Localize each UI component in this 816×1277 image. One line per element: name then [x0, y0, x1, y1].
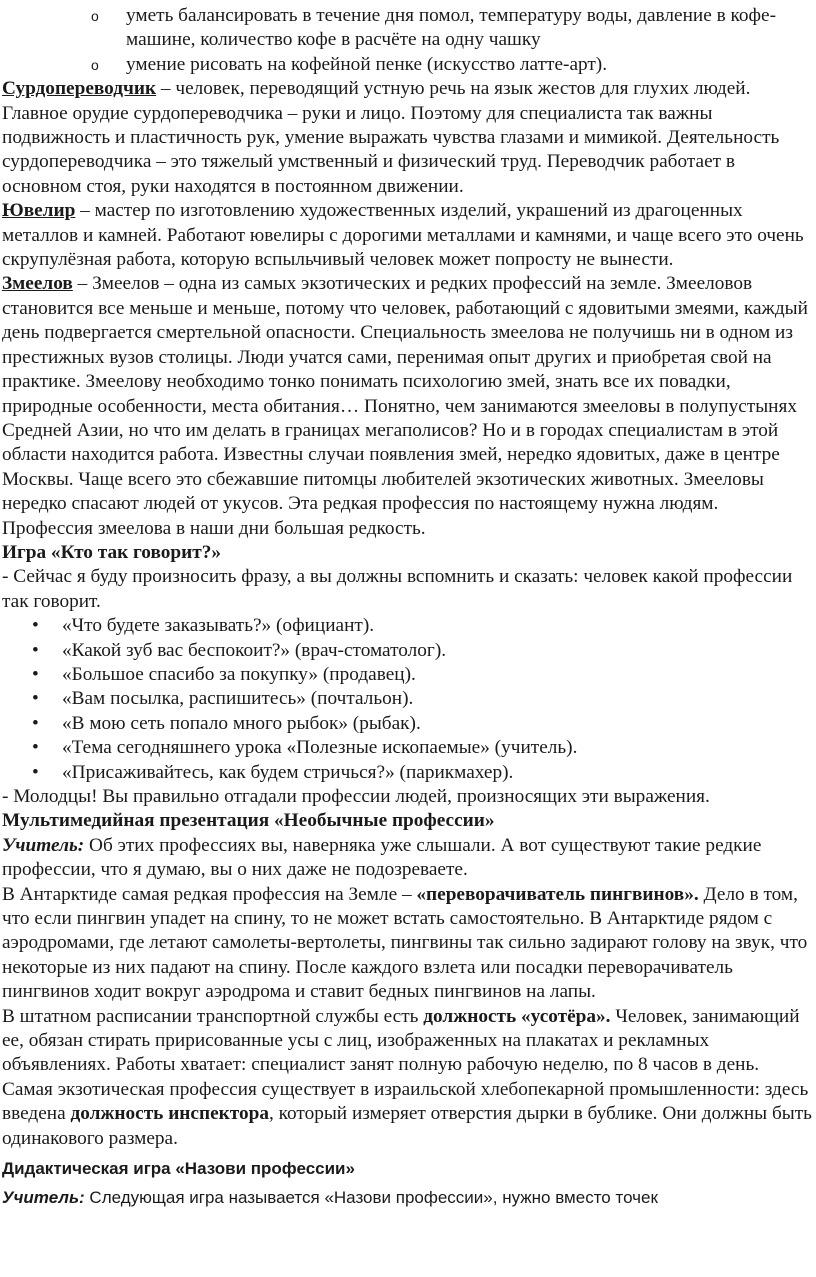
list-item: • «В мою сеть попало много рыбок» (рыбак).	[0, 712, 816, 736]
list-item: • «Тема сегодняшнего урока «Полезные ископаемые» (учитель).	[0, 736, 816, 760]
list-item: • «Большое спасибо за покупку» (продавец).	[0, 663, 816, 687]
heading-game: Игра «Кто так говорит?»	[2, 541, 221, 563]
paragraph-bagel: Самая экзотическая профессия существует в израильской хлебопекарной промышленности: здесь введена должность инспектора, который измеряет отверстия дырки в бублике. Они должны быть одинакового размера.	[2, 1078, 812, 1149]
term-penguins: «переворачиватель пингвинов».	[416, 883, 699, 905]
term-bagel: должность инспектора	[70, 1103, 269, 1125]
paragraph-jeweler: Ювелир – мастер по изготовлению художественных изделий, украшений из драгоценных металлов и камней. Работают ювелиры с дорогими металлами и камнями, и чаще всего это очень скрупулёзная работа, которую вспыльчивый человек может попросту не вынести.	[2, 200, 804, 271]
list-item: • «Какой зуб вас беспокоит?» (врач-стоматолог).	[0, 639, 816, 663]
list-item: • «Что будете заказывать?» (официант).	[0, 614, 816, 638]
bullet-icon: •	[32, 639, 39, 661]
bullet-icon: •	[32, 737, 39, 759]
paragraph-teacher: Учитель: Об этих профессиях вы, наверняка уже слышали. А вот существуют такие редкие профессии, что я думаю, вы о них даже не подозреваете.	[2, 834, 762, 881]
circle-bullet-icon: o	[91, 8, 99, 24]
bullet-icon: •	[32, 761, 39, 783]
term-jeweler: Ювелир	[2, 200, 76, 222]
term-mustache: должность «усотёра».	[423, 1005, 611, 1027]
teacher-label: Учитель:	[2, 1187, 85, 1207]
heading-multimedia: Мультимедийная презентация «Необычные профессии»	[2, 810, 495, 832]
list-item: o умение рисовать на кофейной пенке (искусство латте-арт).	[0, 53, 816, 77]
heading-didactic: Дидактическая игра «Назови профессии»	[2, 1159, 355, 1179]
skills-list	[0, 0, 816, 73]
paragraph-mustache: В штатном расписании транспортной службы есть должность «усотёра». Человек, занимающий ее, обязан стирать пририсованные усы с лиц, изображенных на плакатах и рекламных объявлениях. Работы хватает: специалист занят полную рабочую неделю, по 8 часов в день.	[2, 1005, 800, 1076]
paragraph-didactic: Учитель: Следующая игра называется «Назови профессии», нужно вместо точек	[2, 1187, 658, 1207]
bullet-icon: •	[32, 688, 39, 710]
term-snake: Змеелов	[2, 273, 73, 295]
bullet-icon: •	[32, 615, 39, 637]
list-item: • «Присаживайтесь, как будем стричься?» (парикмахер).	[0, 761, 816, 785]
circle-bullet-icon: o	[91, 56, 99, 73]
bullet-icon: •	[32, 712, 39, 734]
term-surdo: Сурдопереводчик	[2, 78, 157, 100]
paragraph-game-intro: - Сейчас я буду произносить фразу, а вы должны вспомнить и сказать: человек какой профессии так говорит.	[2, 566, 793, 612]
list-item: • «Вам посылка, распишитесь» (почтальон).	[0, 687, 816, 711]
bullet-icon: •	[32, 663, 39, 685]
paragraph-penguins: В Антарктиде самая редкая профессия на Земле – «переворачиватель пингвинов». Дело в том, что если пингвин упадет на спину, то не может встать самостоятельно. В Антарктиде рядом с аэродромами, где летают самолеты-вертолеты, пингвины так сильно задирают голову на звук, что некоторые из них падают на спину. После каждого взлета или посадки переворачиватель пингвинов ходит вокруг аэродрома и ставит бедных пингвинов на лапы.	[2, 883, 808, 1003]
paragraph-surdo: Сурдопереводчик – человек, переводящий устную речь на язык жестов для глухих людей. Главное орудие сурдопереводчика – руки и лицо. Поэтому для специалиста так важны подвижность и пластичность рук, умение выражать чувства глазами и мимикой. Деятельность сурдопереводчика – это тяжелый умственный и физический труд. Переводчик работает в основном стоя, руки находятся в постоянном движении.	[2, 78, 780, 197]
paragraph-snake: Змеелов – Змеелов – одна из самых экзотических и редких профессий на земле. Змееловов становится все меньше и меньше, потому что человек, работающий с ядовитыми змеями, каждый день подвергается смертельной опасности. Специальность змеелова не получишь ни в одном из престижных вузов столицы. Люди учатся сами, перенимая опыт других и приобретая свой на практике. Змеелову необходимо тонко понимать психологию змей, знать все их повадки, природные особенности, места обитания… Понятно, чем занимаются змееловы в полупустынях Средней Азии, но что им делать в границах мегаполисов? Но и в городах специалистам в этой области находится работа. Известны случаи появления змей, нередко ядовитых, даже в центре Москвы. Чаще всего это сбежавшие питомцы любителей экзотических животных. Змееловы нередко спасают людей от укусов. Эта редкая профессия по настоящему нужна людям.	[2, 273, 808, 515]
list-item: o уметь балансировать в течение дня помол, температуру воды, давление в кофе-машине, количество кофе в расчёте на одну чашку	[91, 5, 777, 51]
paragraph-praise: - Молодцы! Вы правильно отгадали профессии людей, произносящих эти выражения.	[2, 786, 710, 807]
paragraph-rarity: Профессия змеелова в наши дни большая редкость.	[2, 517, 426, 539]
teacher-label: Учитель:	[2, 834, 85, 856]
phrases-list	[0, 614, 816, 785]
